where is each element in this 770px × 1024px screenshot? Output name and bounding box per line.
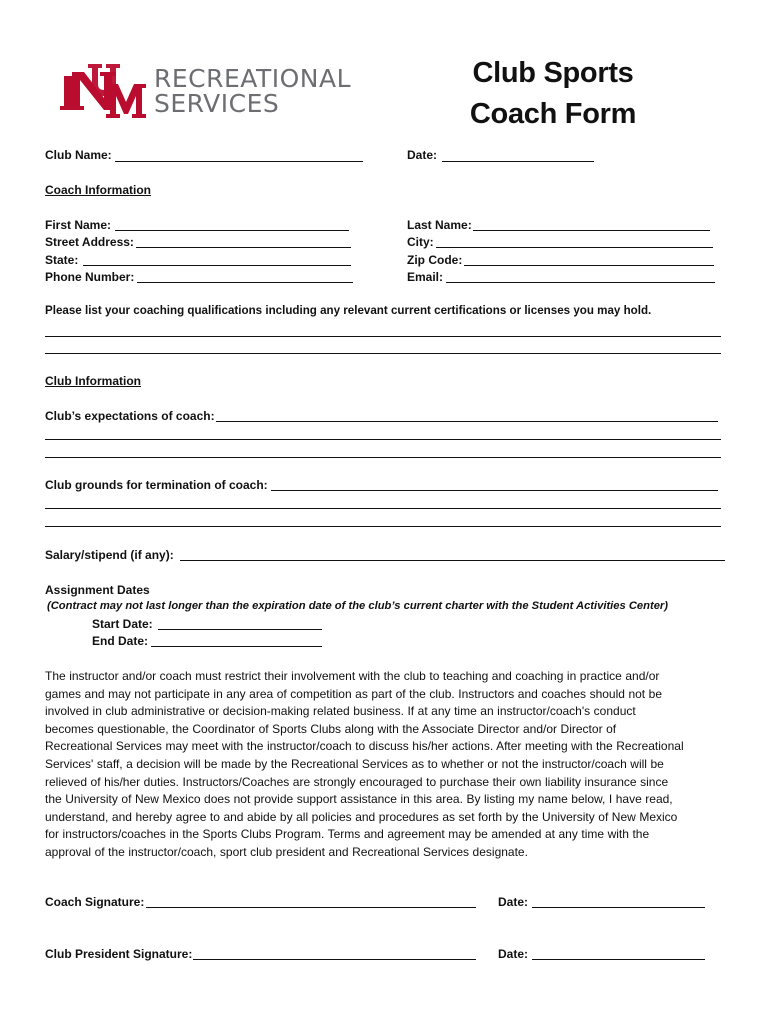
agreement-line: for instructors/coaches in the Sports Clubs Program. Terms and agreement may be amended at any time with the: [45, 827, 650, 842]
expectations-field[interactable]: [216, 421, 718, 422]
qualifications-line-2[interactable]: [45, 353, 721, 354]
phone-number-label: Phone Number:: [45, 270, 135, 284]
termination-field[interactable]: [271, 490, 718, 491]
state-field[interactable]: [83, 265, 351, 266]
unm-monogram-icon: [58, 62, 148, 120]
street-address-label: Street Address:: [45, 235, 134, 249]
agreement-line: understand, and hereby agree to and abide by all policies and procedures as set forth by the University of New Mexico: [45, 809, 678, 824]
zip-code-field[interactable]: [464, 265, 714, 266]
agreement-line: The instructor and/or coach must restrict their involvement with the club to teaching and coaching in practice and/or: [45, 669, 660, 683]
club-name-field[interactable]: [115, 161, 363, 162]
termination-line-3[interactable]: [45, 526, 721, 527]
email-field[interactable]: [446, 282, 715, 283]
agreement-line: relieved of his/her duties. Instructors/Coaches are strongly encouraged to purchase their own liability insurance since: [45, 774, 669, 789]
end-date-label: End Date:: [92, 634, 149, 648]
president-signature-label: Club President Signature:: [45, 947, 193, 961]
city-field[interactable]: [436, 247, 713, 248]
agreement-line: the University of New Mexico does not provide support assistance in this area. By listing my name below, I have read,: [45, 792, 673, 807]
first-name-label: First Name:: [45, 218, 112, 232]
street-address-field[interactable]: [136, 247, 351, 248]
last-name-field[interactable]: [473, 230, 710, 231]
president-signature-field[interactable]: [193, 959, 476, 960]
coach-signature-label: Coach Signature:: [45, 895, 145, 909]
qualifications-line-1[interactable]: [45, 336, 721, 337]
date-field[interactable]: [442, 161, 594, 162]
salary-field[interactable]: [180, 560, 725, 561]
unm-logo: [58, 62, 148, 120]
club-information-heading: Club Information: [45, 374, 141, 388]
agreement-line: games and may not participate in any area of competition as part of the club. Instructors and coaches should not be: [45, 686, 663, 701]
form-title-line-2: Coach Form: [469, 98, 637, 130]
agreement-line: approval of the instructor/coach, sport club president and Recreational Services designate.: [45, 844, 528, 859]
logo-line-2: SERVICES: [154, 89, 280, 118]
start-date-field[interactable]: [158, 629, 322, 630]
agreement-paragraph: [45, 668, 735, 862]
email-label: Email:: [407, 270, 444, 284]
logo-line-1: RECREATIONAL: [154, 64, 352, 93]
assignment-dates-heading: Assignment Dates: [45, 583, 150, 597]
city-label: City:: [407, 235, 434, 249]
end-date-field[interactable]: [151, 646, 322, 647]
expectations-label: Club’s expectations of coach:: [45, 409, 215, 423]
coach-date-label: Date:: [498, 895, 529, 909]
salary-label: Salary/stipend (if any):: [45, 548, 174, 562]
state-label: State:: [45, 253, 79, 267]
agreement-line: becomes questionable, the Coordinator of Sports Clubs along with the Associate Director and/or Director of: [45, 721, 617, 736]
form-title-line-1: Club Sports: [472, 57, 634, 89]
president-date-field[interactable]: [532, 959, 705, 960]
zip-code-label: Zip Code:: [407, 253, 463, 267]
date-label: Date:: [407, 148, 438, 162]
agreement-line: Recreational Services may meet with the instructor/coach to discuss his/her actions. After meeting with the Recreational: [45, 739, 684, 754]
president-date-label: Date:: [498, 947, 529, 961]
coach-information-heading: Coach Information: [45, 183, 152, 197]
start-date-label: Start Date:: [92, 617, 153, 631]
agreement-line: involved in club administrative or decision-making related business. If at any time an instructor/coach's conduct: [45, 704, 636, 719]
agreement-line: Services' staff, a decision will be made by the Recreational Services as to whether or not the instructor/coach will be: [45, 756, 664, 771]
expectations-line-2[interactable]: [45, 439, 721, 440]
coach-date-field[interactable]: [532, 907, 705, 908]
first-name-field[interactable]: [115, 230, 349, 231]
club-name-label: Club Name:: [45, 148, 112, 162]
last-name-label: Last Name:: [407, 218, 472, 232]
expectations-line-3[interactable]: [45, 457, 721, 458]
termination-line-2[interactable]: [45, 508, 721, 509]
phone-number-field[interactable]: [137, 282, 353, 283]
coach-signature-field[interactable]: [146, 907, 476, 908]
assignment-dates-note: (Contract may not last longer than the expiration date of the club’s current charter with the Student Activities Center): [47, 600, 668, 612]
termination-label: Club grounds for termination of coach:: [45, 478, 268, 492]
qualifications-prompt: Please list your coaching qualifications including any relevant current certifications or licenses you may hold.: [45, 304, 652, 317]
